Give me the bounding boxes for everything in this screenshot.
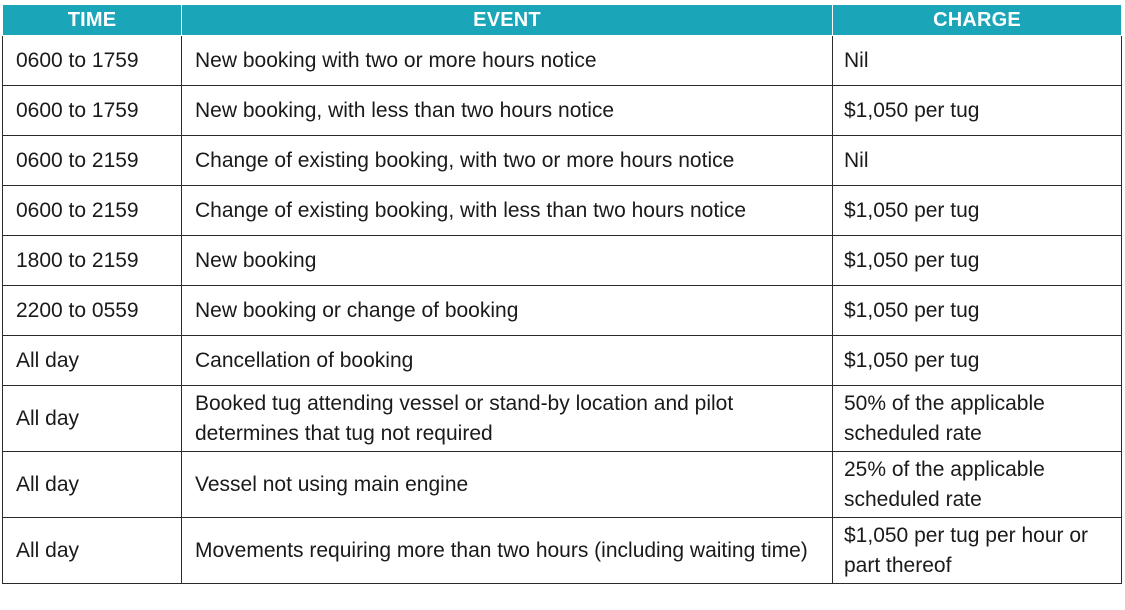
tug-charges-table (2, 4, 1122, 584)
charge-cell: $1,050 per tug (833, 86, 1122, 136)
charge-cell: $1,050 per tug (833, 286, 1122, 336)
time-cell: All day (3, 518, 182, 584)
table-body (3, 36, 1122, 584)
table-row (3, 452, 1122, 518)
time-cell: All day (3, 386, 182, 452)
event-cell: Change of existing booking, with two or more hours notice (182, 136, 833, 186)
event-cell: Movements requiring more than two hours (including waiting time) (182, 518, 833, 584)
event-cell: New booking (182, 236, 833, 286)
table-row (3, 186, 1122, 236)
table-row (3, 236, 1122, 286)
table-header (3, 5, 1122, 36)
table-row (3, 386, 1122, 452)
time-cell: 0600 to 1759 (3, 36, 182, 86)
event-cell: New booking with two or more hours notice (182, 36, 833, 86)
time-cell: All day (3, 452, 182, 518)
header-row (3, 5, 1122, 36)
time-cell: 1800 to 2159 (3, 236, 182, 286)
time-cell: 0600 to 2159 (3, 186, 182, 236)
time-cell: 0600 to 1759 (3, 86, 182, 136)
event-cell: Cancellation of booking (182, 336, 833, 386)
charge-cell: $1,050 per tug (833, 336, 1122, 386)
table-row (3, 86, 1122, 136)
charge-column-header: CHARGE (833, 5, 1122, 36)
table-row (3, 36, 1122, 86)
charge-cell: Nil (833, 36, 1122, 86)
time-cell: 2200 to 0559 (3, 286, 182, 336)
charge-cell: $1,050 per tug (833, 186, 1122, 236)
event-cell: Booked tug attending vessel or stand-by location and pilot determines that tug not required (182, 386, 833, 452)
event-cell: Vessel not using main engine (182, 452, 833, 518)
table-row (3, 336, 1122, 386)
table-row (3, 286, 1122, 336)
charge-cell: 50% of the applicable scheduled rate (833, 386, 1122, 452)
time-column-header: TIME (3, 5, 182, 36)
event-cell: New booking, with less than two hours notice (182, 86, 833, 136)
table-row (3, 518, 1122, 584)
time-cell: 0600 to 2159 (3, 136, 182, 186)
event-column-header: EVENT (182, 5, 833, 36)
charge-cell: $1,050 per tug per hour or part thereof (833, 518, 1122, 584)
event-cell: New booking or change of booking (182, 286, 833, 336)
charge-cell: $1,050 per tug (833, 236, 1122, 286)
event-cell: Change of existing booking, with less than two hours notice (182, 186, 833, 236)
table-row (3, 136, 1122, 186)
charge-cell: Nil (833, 136, 1122, 186)
charge-cell: 25% of the applicable scheduled rate (833, 452, 1122, 518)
time-cell: All day (3, 336, 182, 386)
